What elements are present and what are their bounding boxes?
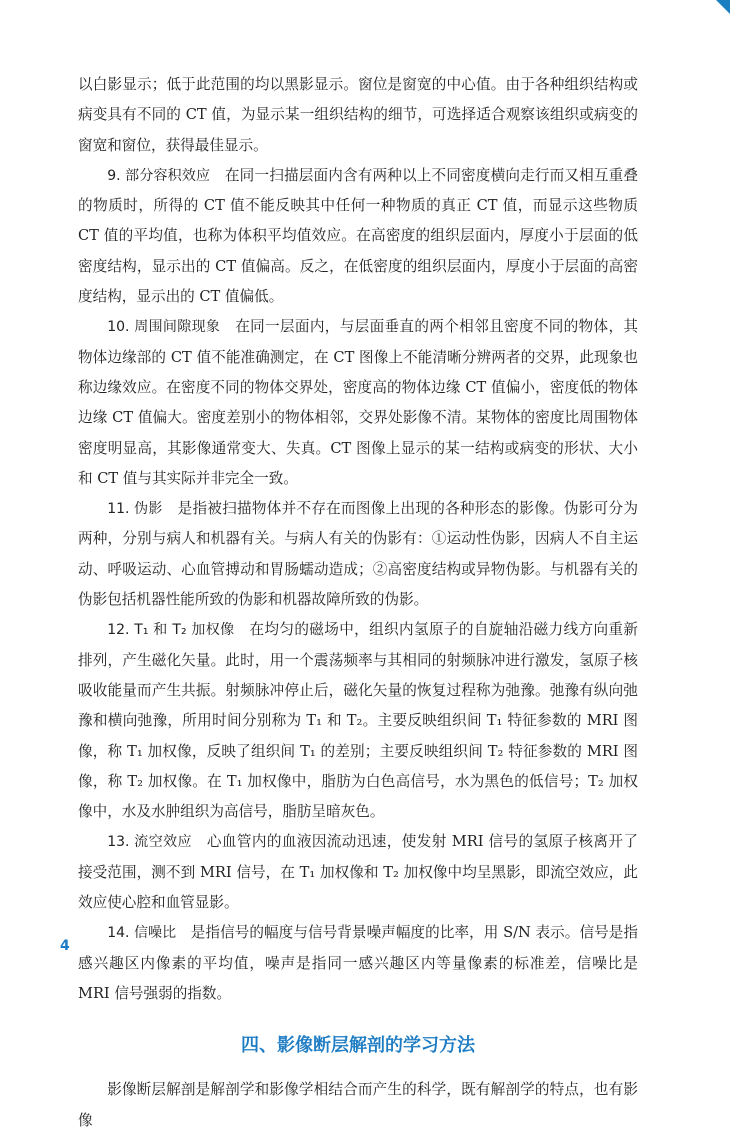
paragraph-text: 在同一层面内，与层面垂直的两个相邻且密度不同的物体，其物体边缘部的 CT 值不能准确测定，在 CT 图像上不能清晰分辨两者的交界，此现象也称边缘效应。在密度不同的物体交界处，密度高的物体边缘 CT 值偏小，密度低的物体边缘 CT 值偏大。密度差别小的物体相邻，交界处影像不清。某物体的密度比周围物体密度明显高，其影像通常变大、失真。CT 图像上显示的某一结构或病变的形状、大小和 CT 值与其实际并非完全一致。: [78, 318, 638, 487]
paragraph-section-intro: [78, 1075, 638, 1136]
page-number: 4: [60, 938, 70, 954]
paragraph-text: 影像断层解剖是解剖学和影像学相结合而产生的科学，既有解剖学的特点，也有影像: [78, 1081, 638, 1129]
paragraph-text: 是指被扫描物体并不存在而图像上出现的各种形态的影像。伪影可分为两种，分别与病人和机器有关。与病人有关的伪影有：①运动性伪影，因病人不自主运动、呼吸运动、心血管搏动和胃肠蠕动造成；②高密度结构或异物伪影。与机器有关的伪影包括机器性能所致的伪影和机器故障所致的伪影。: [78, 500, 638, 609]
section-heading: 四、影像断层解剖的学习方法: [241, 1035, 475, 1057]
paragraph-artifact: [78, 494, 638, 615]
paragraph-term: 10. 周围间隙现象: [107, 319, 221, 336]
paragraph-term: 14. 信噪比: [107, 925, 177, 942]
paragraph-flow-void: [78, 827, 638, 918]
paragraph-window-level: [78, 70, 638, 161]
paragraph-term: 12. T₁ 和 T₂ 加权像: [107, 622, 235, 639]
page-body: [78, 70, 638, 1136]
paragraph-text: 心血管内的血液因流动迅速，使发射 MRI 信号的氢原子核离开了接受范围，测不到 MRI 信号，在 T₁ 加权像和 T₂ 加权像中均呈黑影，即流空效应，此效应使心腔和血管显影。: [78, 833, 638, 912]
paragraph-t1-t2-weighted: [78, 615, 638, 827]
paragraph-text: 在同一扫描层面内含有两种以上不同密度横向走行而又相互重叠的物质时，所得的 CT 值不能反映其中任何一种物质的真正 CT 值，而显示这些物质 CT 值的平均值，也称为体积平均值效应。在高密度的组织层面内，厚度小于层面的低密度结构，显示出的 CT 值偏高。反之，在低密度的组织层面内，厚度小于层面的高密度结构，显示出的 CT 值偏低。: [78, 166, 638, 306]
paragraph-term: 11. 伪影: [107, 501, 163, 518]
paragraph-snr: [78, 918, 638, 1009]
paragraph-text: 是指信号的幅度与信号背景噪声幅度的比率，用 S/N 表示。信号是指感兴趣区内像素的平均值，噪声是指同一感兴趣区内等量像素的标准差，信噪比是 MRI 信号强弱的指数。: [78, 924, 638, 1002]
paragraph-text: 在均匀的磁场中，组织内氢原子的自旋轴沿磁力线方向重新排列，产生磁化矢量。此时，用一个震荡频率与其相同的射频脉冲进行激发，氢原子核吸收能量而产生共振。射频脉冲停止后，磁化矢量的恢复过程称为弛豫。弛豫有纵向弛豫和横向弛豫，所用时间分别称为 T₁ 和 T₂。主要反映组织间 T₁ 特征参数的 MRI 图像，称 T₁ 加权像，反映了组织间 T₁ 的差别；主要反映组织间 T₂ 特征参数的 MRI 图像，称 T₂ 加权像。在 T₁ 加权像中，脂肪为白色高信号，水为黑色的低信号；T₂ 加权像中，水及水肿组织为高信号，脂肪呈暗灰色。: [78, 621, 638, 821]
page-corner-mark: [716, 0, 730, 14]
paragraph-peripheral-gap: [78, 312, 638, 494]
paragraph-term: 9. 部分容积效应: [107, 167, 211, 184]
paragraph-partial-volume: [78, 161, 638, 312]
paragraph-term: 13. 流空效应: [107, 834, 192, 851]
paragraph-text: 以白影显示；低于此范围的均以黑影显示。窗位是窗宽的中心值。由于各种组织结构或病变具有不同的 CT 值，为显示某一组织结构的细节，可选择适合观察该组织或病变的窗宽和窗位，获得最佳显示。: [78, 76, 638, 154]
